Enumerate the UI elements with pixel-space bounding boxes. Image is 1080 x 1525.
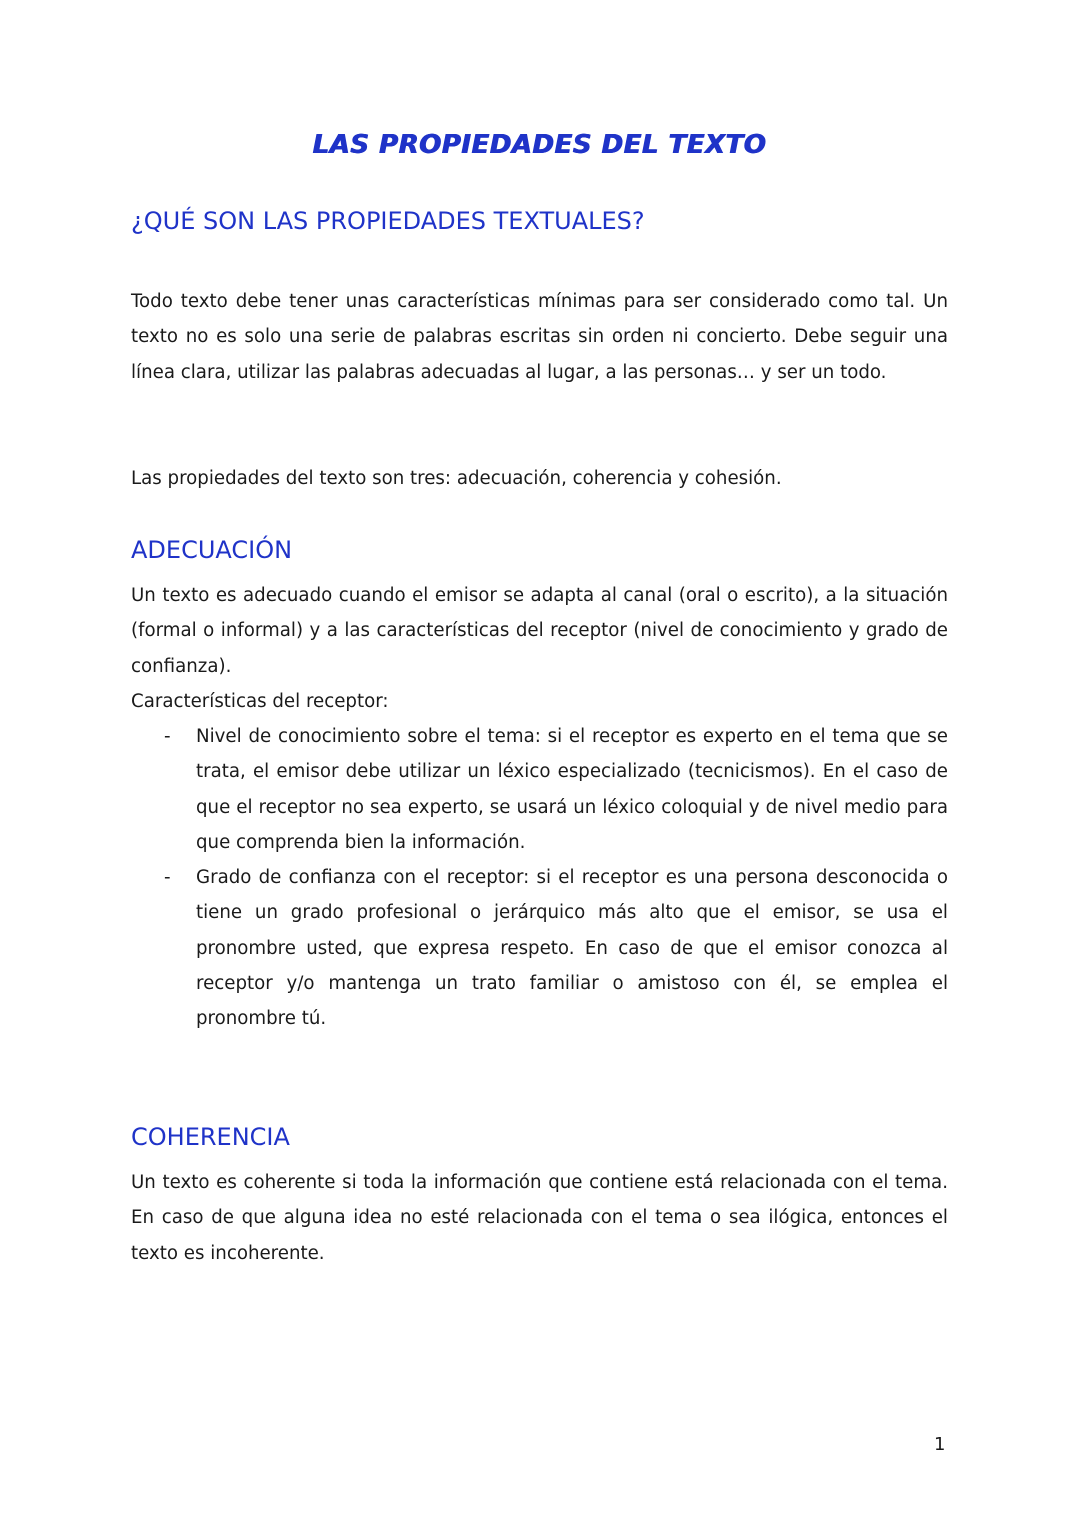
- bullet-text: Nivel de conocimiento sobre el tema: si el receptor es experto en el tema que se trata, el emisor debe utilizar un léxico especializado (tecnicismos). En el caso de que el receptor no sea experto, se usará un léxico coloquial y de nivel medio para que comprenda bien la información.: [196, 726, 948, 853]
- section-heading-adecuacion: ADECUACIÓN: [131, 536, 293, 564]
- bullet-marker: -: [164, 867, 171, 888]
- bullet-text: Grado de confianza con el receptor: si el receptor es una persona desconocida o tiene un grado profesional o jerárquico más alto que el emisor, se usa el pronombre usted, que expresa respeto. En caso de que el emisor conozca al receptor y/o mantenga un trato familiar o amistoso con él, se emplea el pronombre tú.: [196, 867, 948, 1030]
- intro-paragraph-2: Las propiedades del texto son tres: adecuación, coherencia y cohesión.: [131, 468, 782, 489]
- section-heading-coherencia: COHERENCIA: [131, 1123, 290, 1151]
- section-heading-intro: ¿QUÉ SON LAS PROPIEDADES TEXTUALES?: [131, 207, 645, 235]
- adecuacion-paragraph: Un texto es adecuado cuando el emisor se adapta al canal (oral o escrito), a la situación (formal o informal) y a las características del receptor (nivel de conocimiento y grado de confianza).: [131, 585, 948, 677]
- bullet-marker: -: [164, 726, 171, 747]
- intro-paragraph-1: Todo texto debe tener unas características mínimas para ser considerado como tal. Un texto no es solo una serie de palabras escritas sin orden ni concierto. Debe seguir una línea clara, utilizar las palabras adecuadas al lugar, a las personas… y ser un todo.: [131, 291, 948, 383]
- coherencia-paragraph: Un texto es coherente si toda la información que contiene está relacionada con el tema. En caso de que alguna idea no esté relacionada con el tema o sea ilógica, entonces el texto es incoherente.: [131, 1172, 948, 1264]
- page-number: 1: [934, 1434, 946, 1455]
- receptor-list-intro: Características del receptor:: [131, 691, 389, 712]
- document-title: LAS PROPIEDADES DEL TEXTO: [312, 130, 767, 160]
